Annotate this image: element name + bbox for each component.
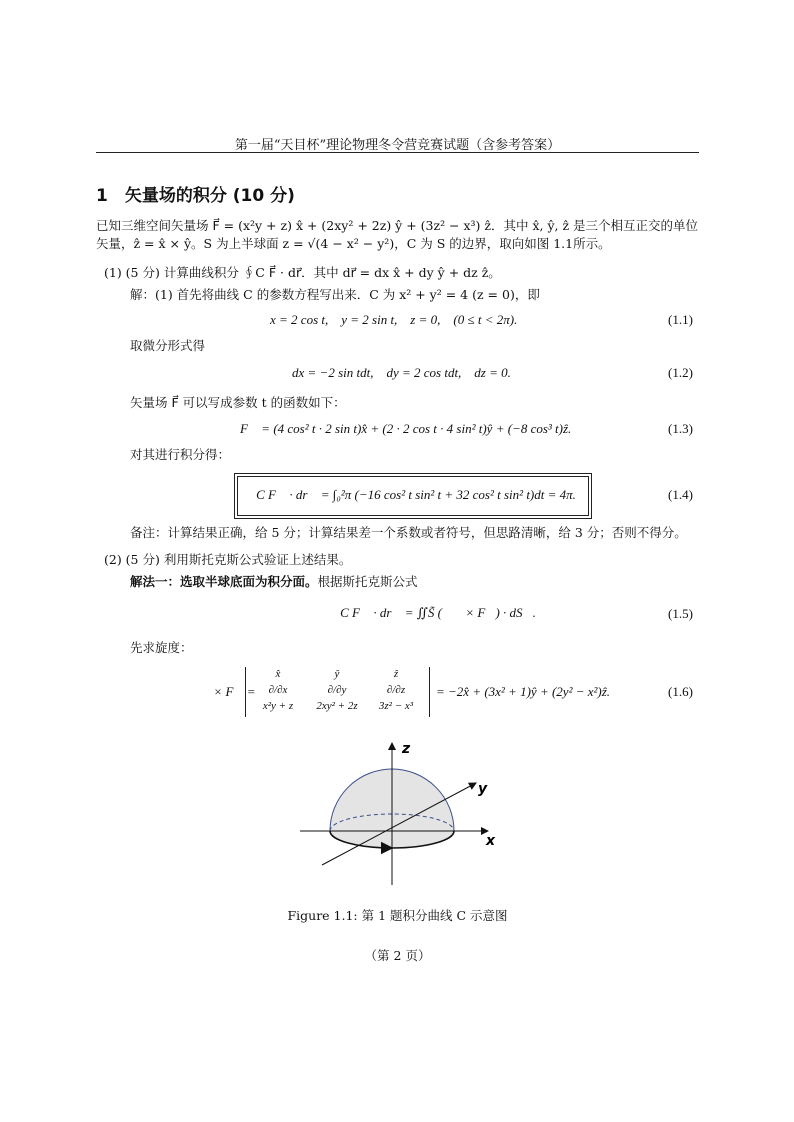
equation-number-1-3: (1.3) (668, 421, 693, 436)
equation-1-6-rhs: = −2x̂ + (3x² + 1)ŷ + (2y² − x²)ẑ. (436, 684, 611, 699)
method-one-line (130, 574, 418, 590)
hemisphere-figure (290, 735, 510, 895)
det-cell-r2c2: ∂/∂y (327, 684, 347, 696)
equation-number-1-6: (1.6) (668, 684, 693, 699)
det-cell-r2c1: ∂/∂x (268, 684, 288, 696)
running-header: 第一届“天目杯”理论物理冬令营竞赛试题（含参考答案） (234, 138, 561, 153)
equation-1-5: ∮C F⃗ · dr⃗ = ∬S̃ (∇⃗ × F⃗) · dS⃗. (330, 605, 536, 620)
det-cell-r2c3: ∂/∂z (386, 684, 406, 696)
method-one-heading: 解法一：选取半球底面为积分面。 (130, 574, 318, 589)
equation-1-1: x = 2 cos t, y = 2 sin t, z = 0, (0 ≤ t < 2π). (270, 312, 518, 327)
intro-line-1: 已知三维空间矢量场 F⃗ = (x²y + z) x̂ + (2xy² + 2z) ŷ + (3z² − x³) ẑ．其中 x̂, ŷ, ẑ 是三个相互正交的单位 (96, 218, 699, 233)
det-cell-r1c3: ẑ (393, 668, 399, 680)
det-cell-r1c2: ŷ (334, 668, 340, 680)
y-axis-label: y (478, 781, 488, 797)
part1-question: (1) (5 分) 计算曲线积分 ∮C F⃗ · dr⃗．其中 dr⃗ = dx x̂ + dy ŷ + dz ẑ。 (104, 265, 501, 280)
differential-text: 取微分形式得 (130, 338, 206, 353)
section-title: 1 矢量场的积分 (10 分) (96, 186, 295, 206)
figure-caption: Figure 1.1: 第 1 题积分曲线 C 示意图 (287, 908, 508, 923)
page-number: （第 2 页） (364, 948, 431, 963)
curl-determinant (245, 667, 431, 717)
z-axis-label: z (402, 741, 411, 757)
field-param-text: 矢量场 F⃗ 可以写成参数 t 的函数如下： (130, 395, 346, 410)
equation-1-3: F⃗ = (4 cos² t · 2 sin t)x̂ + (2 · 2 cos t · 4 sin² t)ŷ + (−8 cos³ t)ẑ. (240, 421, 572, 436)
equation-number-1-2: (1.2) (668, 365, 693, 380)
equation-1-4: ∮C F⃗ · dr⃗ = ∫₀²π (−16 cos² t sin² t + 32 cos² t sin² t)dt = 4π. (246, 487, 576, 502)
determinant-left-bar (245, 667, 246, 717)
equation-number-1-1: (1.1) (668, 312, 693, 327)
part1-solution-intro: 解：(1) 首先将曲线 C 的参数方程写出来．C 为 x² + y² = 4 (z = 0)，即 (130, 287, 540, 302)
det-cell-r1c1: x̂ (275, 668, 281, 680)
equation-1-2: dx = −2 sin tdt, dy = 2 cos tdt, dz = 0. (292, 365, 511, 380)
determinant-right-bar (429, 667, 430, 717)
curl-text: 先求旋度： (130, 640, 193, 655)
equation-number-1-4: (1.4) (668, 487, 693, 502)
x-axis-label: x (486, 833, 496, 849)
header-rule (96, 152, 699, 153)
det-cell-r3c1: x²y + z (262, 700, 294, 712)
grading-note: 备注：计算结果正确，给 5 分；计算结果差一个系数或者符号，但思路清晰，给 3 分；否则不得分。 (130, 525, 687, 540)
det-cell-r3c2: 2xy² + 2z (316, 700, 358, 712)
equation-1-6-lhs: ∇⃗ × F⃗ = (190, 684, 256, 699)
method-one-text: 根据斯托克斯公式 (317, 574, 418, 589)
equation-number-1-5: (1.5) (668, 606, 693, 621)
intro-line-2: 矢量，ẑ = x̂ × ŷ。S 为上半球面 z = √(4 − x² − y²)，C 为 S 的边界，取向如图 1.1所示。 (96, 236, 611, 251)
integrate-text: 对其进行积分得： (130, 447, 231, 462)
part2-question: (2) (5 分) 利用斯托克斯公式验证上述结果。 (104, 552, 352, 567)
det-cell-r3c3: 3z² − x³ (378, 700, 414, 712)
